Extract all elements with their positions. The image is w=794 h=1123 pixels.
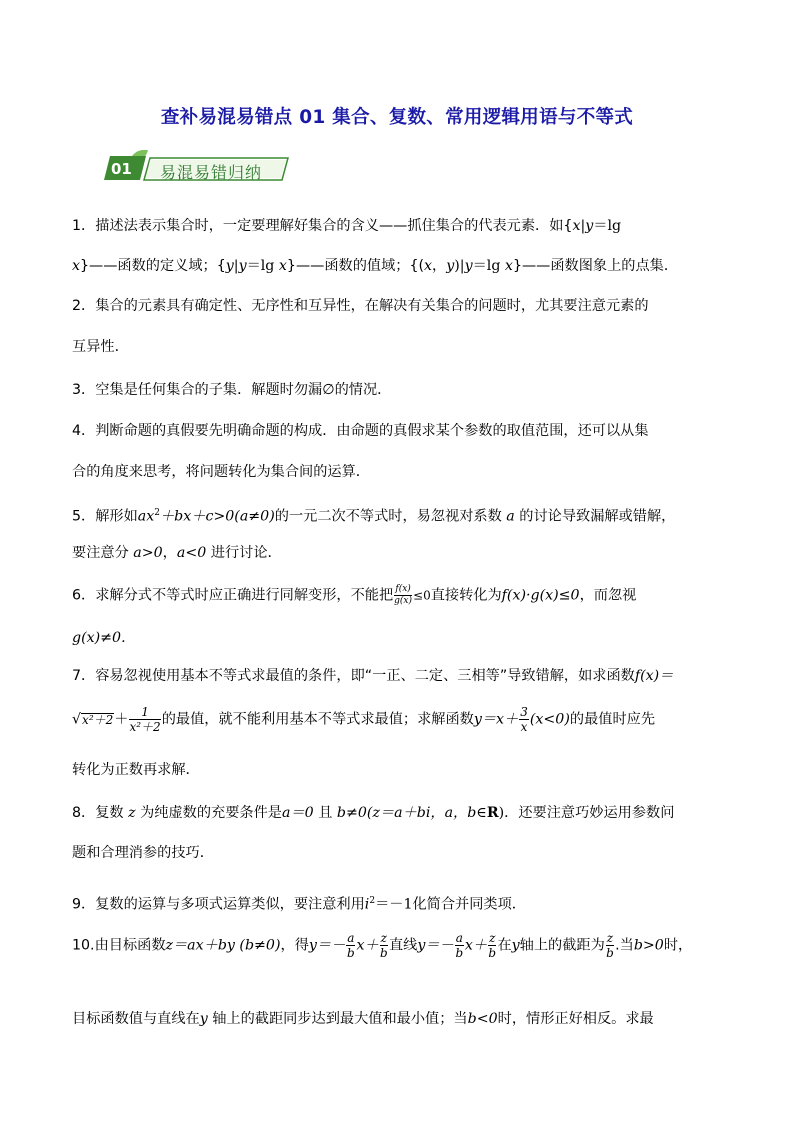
item-10-line-1: 10.由目标函数z＝ax＋by (b≠0)，得y＝－ $\frac{a}{b}$ x＋ $\frac{z}{b}$ 直线y＝－ $\frac{a}{b}$ x＋ $\frac{z}{b}$ 在y轴上的截距为 $\frac{z}{b}$ .当b>0时， — [72, 931, 693, 960]
section-label: 易混易错归纳 — [160, 163, 263, 182]
item-6-line-2: g(x)≠0. — [72, 630, 126, 646]
item-1-line-2: x}——函数的定义域；{y|y＝lg x}——函数的值域；{(x，y)|y＝lg x}——函数图象上的点集． — [72, 258, 679, 274]
fraction-one-over-sqrt: $\frac{1}{\text{x²＋2}}$ — [129, 705, 161, 734]
item-4-line-2: 合的角度来思考，将问题转化为集合间的运算． — [72, 464, 370, 480]
item-5-line-1: 5．解形如$ax^2+bx+c>0(a\ne 0)$的一元二次不等式时，易忽视对系数 a 的讨论导致漏解或错解， — [72, 508, 676, 525]
section-number: 01 — [111, 160, 132, 178]
fraction-a-over-b: $\frac{a}{b}$ — [347, 931, 355, 960]
item-7-line-2: √x²＋2＋ $\frac{1}{\text{x²＋2}}$ 的最值，就不能利用基本不等式求最值；求解函数y＝x＋ $\frac{3}{x}$ (x<0)的最值时应先 — [72, 705, 656, 734]
item-2-line-1: 2．集合的元素具有确定性、无序性和互异性，在解决有关集合的问题时，尤其要注意元素的 — [72, 298, 649, 314]
item-10-line-2: 目标函数值与直线在y 轴上的截距同步达到最大值和最小值；当b<0时，情形正好相反。求最 — [72, 1011, 654, 1027]
item-4-line-1: 4．判断命题的真假要先明确命题的构成．由命题的真假求某个参数的取值范围，还可以从集 — [72, 423, 649, 439]
fraction-z-over-b-3: $\frac{z}{b}$ — [606, 931, 614, 960]
item-1-line-1: 1．描述法表示集合时，一定要理解好集合的含义——抓住集合的代表元素．如{x|y＝lg — [72, 218, 622, 234]
item-9: 9．复数的运算与多项式运算类似，要注意利用$i^2=-1$化简合并同类项． — [72, 896, 526, 913]
fraction-z-over-b-2: $\frac{z}{b}$ — [488, 931, 497, 960]
item-8-line-2: 题和合理消参的技巧． — [72, 845, 214, 861]
item-7-line-3: 转化为正数再求解． — [72, 762, 200, 778]
fraction-z-over-b: $\frac{z}{b}$ — [379, 931, 388, 960]
sqrt-expression: x²＋2 — [82, 712, 114, 727]
page-title: 查补易混易错点 01 集合、复数、常用逻辑用语与不等式 — [160, 107, 634, 128]
item-5-line-2: 要注意分 a>0，a<0 进行讨论． — [72, 545, 282, 561]
item-6-line-1: 6．求解分式不等式时应正确进行同解变形，不能把 $\frac{f(x)}{g(x)}$ ≤0直接转化为f(x)·g(x)≤0，而忽视 — [72, 584, 637, 606]
fraction-a-over-b-2: $\frac{a}{b}$ — [455, 931, 464, 960]
fraction-f-over-g: $\frac{f(x)}{g(x)}$ — [394, 584, 413, 606]
item-3: 3．空集是任何集合的子集．解题时勿漏∅的情况． — [72, 382, 392, 398]
fraction-three-over-x: $\frac{3}{x}$ — [520, 705, 528, 734]
item-8-line-1: 8．复数 z 为纯虚数的充要条件是a＝0 且 b≠0(z＝a＋bi，a，b∈R)．还要注意巧妙运用参数问 — [72, 805, 675, 821]
item-7-line-1: 7．容易忽视使用基本不等式求最值的条件，即“一正、二定、三相等”导致错解，如求函数f(x)＝ — [72, 668, 674, 684]
item-2-line-2: 互异性． — [72, 339, 129, 355]
